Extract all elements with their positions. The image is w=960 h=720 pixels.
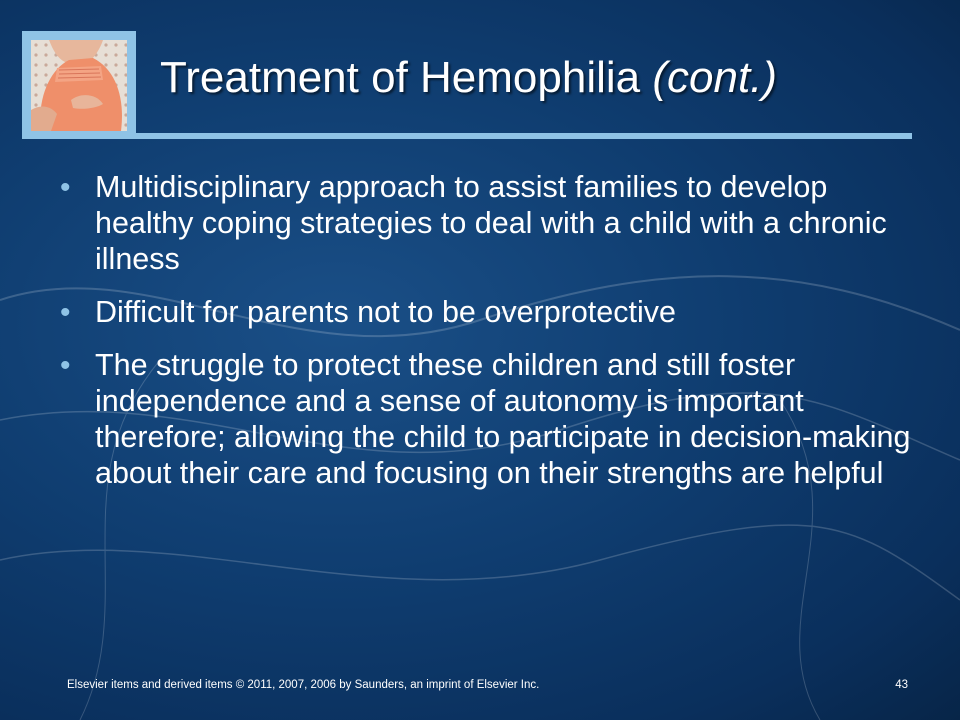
photo-frame xyxy=(22,31,136,139)
title-main: Treatment of Hemophilia xyxy=(160,53,653,102)
copyright-footer: Elsevier items and derived items © 2011, 2007, 2006 by Saunders, an imprint of Elsevier Inc. xyxy=(67,679,540,691)
bullet-marker: • xyxy=(60,171,71,204)
bullet-item xyxy=(60,295,920,331)
bullet-item xyxy=(60,348,920,492)
bullet-text: Multidisciplinary approach to assist families to develop healthy coping strategies to deal with a child with a chronic illness xyxy=(95,170,887,276)
bullet-marker: • xyxy=(60,295,71,329)
title-italic: (cont.) xyxy=(652,53,778,102)
title-underline xyxy=(22,133,912,139)
page-number: 43 xyxy=(895,679,908,691)
bullet-text: Difficult for parents not to be overprotective xyxy=(95,294,676,329)
bullet-list xyxy=(60,170,920,509)
bullet-text: The struggle to protect these children and still foster independence and a sense of autonomy is important therefore; allowing the child to participate in decision-making about their care and focusing on their strengths are helpful xyxy=(95,347,911,490)
bullet-item xyxy=(60,170,920,278)
slide-title xyxy=(160,52,777,105)
bullet-marker: • xyxy=(60,348,71,382)
pregnant-woman-photo xyxy=(31,40,127,131)
